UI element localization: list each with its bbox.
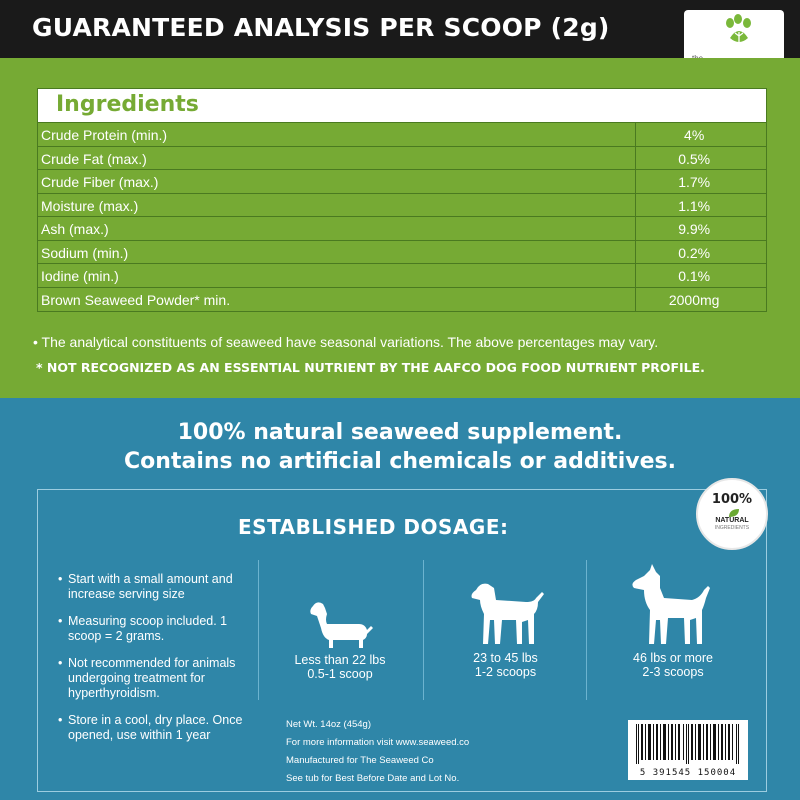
dosage-small — [270, 600, 410, 681]
nutrient-value: 1.7% — [678, 174, 711, 190]
nutrient-name: Sodium (min.) — [38, 241, 636, 264]
small-dog-amount: 0.5-1 scoop — [307, 667, 373, 681]
nutrient-value: 0.5% — [678, 150, 711, 167]
nutrient-name: Moisture (max.) — [38, 194, 636, 217]
list-item: • Start with a small amount and increase serving size — [58, 572, 248, 602]
dosage-box — [37, 489, 767, 792]
tagline — [0, 418, 800, 476]
table-row — [38, 288, 766, 312]
tagline-line1: 100% natural seaweed supplement. — [177, 420, 623, 445]
barcode — [628, 720, 748, 780]
info-link: For more information visit www.seaweed.co — [286, 737, 470, 748]
large-dog-amount: 2-3 scoops — [642, 665, 704, 679]
small-dog-weight: Less than 22 lbs — [294, 653, 386, 667]
paw-icon — [724, 14, 754, 46]
nutrient-value: 2000mg — [668, 291, 720, 308]
table-header — [38, 89, 766, 123]
dosage-large — [598, 564, 748, 679]
table-row — [38, 170, 766, 194]
divider — [258, 560, 259, 700]
divider — [586, 560, 587, 700]
nutrient-value: 1.1% — [678, 197, 711, 214]
dosage-title: ESTABLISHED DOSAGE: — [238, 515, 509, 539]
leaf-icon — [728, 508, 740, 518]
divider — [423, 560, 424, 700]
nutrient-value: 0.1% — [678, 268, 711, 284]
large-dog-weight: 46 lbs or more — [633, 651, 713, 665]
nutrient-value: 9.9% — [678, 221, 711, 237]
variation-note: • The analytical constituents of seaweed have seasonal variations. The above percentages may vary. — [33, 334, 659, 350]
analysis-section — [0, 58, 800, 398]
list-item: • Not recommended for animals undergoing treatment for hyperthyroidism. — [58, 656, 248, 701]
barcode-number: 5 391545 150004 — [639, 768, 737, 778]
aafco-note: * NOT RECOGNIZED AS AN ESSENTIAL NUTRIENT BY THE AAFCO DOG FOOD NUTRIENT PROFILE. — [36, 360, 705, 375]
header-bar — [0, 0, 800, 58]
page-title: GUARANTEED ANALYSIS PER SCOOP (2g) — [32, 13, 610, 42]
medium-dog-icon — [466, 580, 546, 648]
nutrient-name: Iodine (min.) — [38, 264, 636, 287]
nutrient-name: Crude Fiber (max.) — [38, 170, 636, 193]
list-item: • Store in a cool, dry place. Once opened, use within 1 year — [58, 713, 248, 743]
natural-badge — [696, 478, 768, 550]
nutrient-name: Crude Protein (min.) — [38, 123, 636, 146]
medium-dog-amount: 1-2 scoops — [474, 665, 537, 679]
nutrient-name: Crude Fat (max.) — [38, 147, 636, 170]
table-row — [38, 123, 766, 147]
table-row — [38, 147, 766, 171]
badge-ingredients: INGREDIENTS — [714, 525, 750, 531]
net-weight: Net Wt. 14oz (454g) — [286, 719, 372, 730]
table-row — [38, 264, 766, 288]
badge-natural: NATURAL — [715, 517, 749, 524]
badge-percent: 100% — [711, 492, 753, 507]
barcode-icon — [634, 724, 742, 764]
large-dog-icon — [628, 564, 718, 648]
dosage-bullets — [58, 572, 248, 755]
nutrient-value: 4% — [684, 127, 705, 143]
manufacturer: Manufactured for The Seaweed Co — [286, 755, 434, 766]
nutrient-name: Ash (max.) — [38, 217, 636, 240]
list-item: • Measuring scoop included. 1 scoop = 2 grams. — [58, 614, 248, 644]
table-row — [38, 241, 766, 265]
dosage-medium — [433, 580, 578, 679]
small-dog-icon — [305, 600, 375, 650]
nutrient-name: Brown Seaweed Powder* min. — [38, 288, 636, 312]
medium-dog-weight: 23 to 45 lbs — [473, 651, 538, 665]
table-row — [38, 217, 766, 241]
table-row — [38, 194, 766, 218]
lot-note: See tub for Best Before Date and Lot No. — [286, 773, 460, 784]
tagline-line2: Contains no artificial chemicals or additives. — [124, 449, 676, 474]
product-footer — [286, 716, 469, 788]
analysis-table — [37, 88, 767, 312]
table-heading: Ingredients — [56, 92, 199, 117]
nutrient-value: 0.2% — [678, 244, 711, 261]
